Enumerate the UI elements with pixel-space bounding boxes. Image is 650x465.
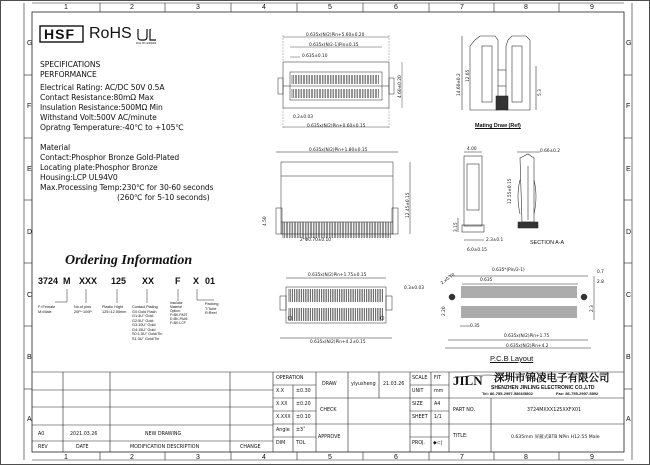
col-header-4: 4 <box>262 4 266 11</box>
rev-header-date: DATE <box>76 445 89 450</box>
col-footer-5: 5 <box>328 454 332 461</box>
note-material: Insulator Material Option: F=BK-PA9T E=BK-PA46 F=BK-LCP <box>170 301 188 325</box>
col-header-5: 5 <box>328 4 332 11</box>
tb-unit-value: mm <box>434 389 444 394</box>
tb-sheet-value: 1/1 <box>434 415 442 420</box>
dim-sec-e: 2.3±0.1 <box>486 238 504 243</box>
row-header-c-right: C <box>626 292 632 299</box>
row-header-d: D <box>27 229 33 236</box>
tb-size: SIZE <box>412 402 423 407</box>
tb-proj: PROJ. <box>412 441 425 446</box>
rev-header-change: CHANGE <box>240 445 261 450</box>
row-header-g-right: G <box>626 40 632 47</box>
rev-row-date: 2021.03.26 <box>70 432 98 437</box>
dim-pcb-b: 0.635 <box>480 278 493 283</box>
tb-date: 21.03.26 <box>383 382 405 387</box>
dim-pcb-e: 0.35 <box>470 324 480 329</box>
spec-line-5: Withstand Volt:500V AC/minute <box>40 113 157 122</box>
col-header-2: 2 <box>130 4 134 11</box>
spec-line-4: Insulation Resistance:500MΩ Min <box>40 103 163 112</box>
tb-title-label: TITLE: <box>453 434 468 439</box>
dim-mid-h: 12.45±0.15 <box>406 192 411 218</box>
dim-top-a: 0.635x(N/2)Pin+5.60±0.20 <box>306 33 365 38</box>
tb-size-value: A4 <box>434 402 441 407</box>
tb-tol-v-0: ±0.30 <box>296 389 311 394</box>
material-line-5: (260℃ for 5-10 seconds) <box>117 193 210 202</box>
code-series: 3724 <box>38 276 59 286</box>
col-footer-4: 4 <box>262 454 266 461</box>
pcb-layout-label: P.C.B Layout <box>490 354 534 363</box>
dim-pcb-d: 2.8 <box>597 280 604 285</box>
col-header-1: 1 <box>64 4 68 11</box>
dim-bot-a: 0.635x(N/2)Pin+1.75±0.15 <box>308 273 367 278</box>
col-header-6: 6 <box>394 4 398 11</box>
spec-line-0: SPECIFICATIONS <box>40 60 101 69</box>
hsf-logo: HSF <box>44 26 75 42</box>
tb-tol-v-1: ±0.20 <box>296 402 311 407</box>
material-line-0: Material <box>40 143 71 152</box>
material-line-3: Housing:LCP UL94V0 <box>40 173 118 182</box>
rev-row-desc: NEW DRAWING <box>145 432 182 437</box>
row-header-f-right: F <box>626 103 631 110</box>
tb-check: CHECK <box>320 408 337 413</box>
tb-tol-v-4: TOL <box>296 441 306 446</box>
tb-scale: SCALE <box>412 376 428 381</box>
tb-tol-k-1: X.XX <box>276 402 288 407</box>
dim-top-c: 0.635±0.10 <box>302 54 328 59</box>
company-fax: Fax: 86-755-2997-5892 <box>556 391 599 396</box>
col-footer-3: 3 <box>196 454 200 461</box>
row-header-a: A <box>27 416 32 423</box>
tb-tol-k-0: X.X <box>276 389 285 394</box>
col-footer-8: 8 <box>524 454 528 461</box>
dim-side-h3: 5.3 <box>538 89 543 96</box>
dim-bot-c: 0.635x(N/2)Pin+4.2±0.15 <box>310 340 366 345</box>
dim-bot-b: 0.3±0.03 <box>404 286 425 291</box>
company-tel: Tel: 86-755-2997-5866/5802 <box>482 391 533 396</box>
material-line-1: Contact:Phosphor Bronze Gold-Plated <box>40 153 180 162</box>
col-footer-6: 6 <box>394 454 398 461</box>
dim-side-h2: 12.65 <box>466 69 471 82</box>
tb-drawer: yiyusheng <box>351 382 376 387</box>
rev-header-desc: MODIFICATION DESCRIPTION <box>130 445 200 450</box>
dim-pcb-h: 2.3 <box>590 305 595 312</box>
tb-operation: OPERATION <box>276 376 304 381</box>
note-height: Plastic Hight 125=12.55mm <box>102 305 127 314</box>
dim-mid-l: 4.50 <box>263 216 268 226</box>
rev-header-rev: REV <box>38 445 48 450</box>
note-pins: No.of pins 20P~100P <box>74 305 92 314</box>
company-name-en: SHENZHEN JINLING ELECTRONIC CO.,LTD <box>491 385 595 391</box>
dim-pcb-f: 0.635x(N/2)Pin+1.75 <box>504 334 550 339</box>
section-label: SECTION A-A <box>530 240 565 246</box>
brand-logo: JILN <box>453 373 483 388</box>
row-header-b-right: B <box>626 354 631 361</box>
code-gender: M <box>63 276 71 286</box>
code-plating: XX <box>142 276 155 286</box>
note-packing: Packing T:Tube R:Reel <box>205 302 219 316</box>
dim-top-e: 0.635x(N/2)Pin+0.60±0.15 <box>307 124 366 129</box>
col-footer-7: 7 <box>460 454 464 461</box>
mating-draw-label: Mating Draw (Ref) <box>475 123 521 129</box>
spec-line-3: Contact Resistance:80mΩ Max <box>40 93 154 102</box>
dim-sec-d: 3.15 <box>454 222 459 232</box>
rohs-logo: RoHS <box>89 25 132 42</box>
material-line-2: Locating plate:Phosphor Bronze <box>40 163 158 172</box>
dim-top-b: 0.635x(N/2-1)Pin±0.15 <box>309 43 359 48</box>
code-material: F <box>175 276 181 286</box>
tb-proj-symbol: ◆⊂| <box>433 441 443 446</box>
spec-line-1: PERFORMANCE <box>40 70 97 79</box>
code-pins: XXX <box>79 276 98 286</box>
tb-scale-value: FIT <box>434 376 442 381</box>
row-header-e: E <box>27 166 32 173</box>
col-footer-9: 9 <box>590 454 594 461</box>
dim-pcb-j: 2.x0.70 <box>440 272 457 287</box>
dim-pcb-c: 0.7 <box>597 270 604 275</box>
tb-draw: DRAW <box>322 382 337 387</box>
code-suffix: 01 <box>205 276 216 286</box>
ordering-title: Ordering Information <box>65 253 193 268</box>
dim-sec-f: 6.0±0.15 <box>467 248 488 253</box>
code-packing: X <box>193 276 200 286</box>
tb-tol-v-3: ±3˚ <box>296 428 306 433</box>
tb-title-value: 0.635mm 屏蔽式BTB NPin H12.55 Male <box>511 435 600 440</box>
row-header-d-right: D <box>626 229 632 236</box>
dim-pcb-i: 2.20 <box>442 306 447 316</box>
tb-part-no: 3724MXXX125XXFX01 <box>527 408 582 413</box>
tb-tol-v-2: ±0.10 <box>296 415 311 420</box>
dim-pcb-a: 0.635*(Pin/2-1) <box>492 268 525 273</box>
col-header-3: 3 <box>196 4 200 11</box>
tb-tol-k-2: X.XXX <box>276 415 291 420</box>
row-header-f: F <box>27 103 32 110</box>
row-header-e-right: E <box>626 166 631 173</box>
dim-mid-b: 2*Φ0.70±0.10 <box>300 238 331 243</box>
spec-line-2: Electrical Rating: AC/DC 50V 0.5A <box>40 83 165 92</box>
tb-approve: APPROVE <box>318 435 341 440</box>
tb-part-no-label: PART NO. <box>453 408 475 413</box>
col-footer-1: 1 <box>64 454 68 461</box>
col-header-9: 9 <box>590 4 594 11</box>
tb-tol-k-3: Angle <box>276 428 290 433</box>
dim-top-h: 4.60±0.20 <box>398 75 403 98</box>
tb-unit: UNIT <box>412 389 424 394</box>
col-footer-2: 2 <box>130 454 134 461</box>
dim-pcb-g: 0.635x(N/2)Pin+4.2 <box>506 344 549 349</box>
note-plating: Contact Plating G0:Gold Flash G1:3U" Gold G2:5U" Gold G3:10U" Gold G4:15U" Gold S0:1.5U" Gold/Tin S1:3U" Gold/Tin <box>132 305 163 341</box>
dim-mid-a: 0.635x(N/2)Pin+1.80±0.15 <box>309 148 368 153</box>
material-line-4: Max.Processing Temp:230℃ for 30-60 seconds <box>40 183 214 192</box>
row-header-b: B <box>27 354 32 361</box>
rev-row-rev: A0 <box>38 432 45 437</box>
tb-sheet: SHEET <box>412 415 428 420</box>
dim-sec-c: 12.55±0.15 <box>508 178 513 204</box>
dim-top-d: 0.2±0.03 <box>293 115 314 120</box>
note-gender: F=Female M=Male <box>38 305 56 314</box>
row-header-g: G <box>27 40 33 47</box>
tb-tol-k-4: DIM <box>276 441 286 446</box>
col-header-8: 8 <box>524 4 528 11</box>
row-header-c: C <box>27 292 33 299</box>
col-header-7: 7 <box>460 4 464 11</box>
company-name-cn: 深圳市锦凌电子有限公司 <box>494 372 610 384</box>
row-header-a-right: A <box>626 416 631 423</box>
code-height: 125 <box>111 276 127 286</box>
dim-sec-a: 4.00 <box>467 147 477 152</box>
dim-side-h1: 14.60±0.2 <box>457 73 462 96</box>
spec-line-6: Opratng Temperature:-40℃ to +105℃ <box>40 123 184 132</box>
dim-sec-b: 0.66±0.2 <box>540 149 561 154</box>
ul-file-number: FILE NO. E360009 <box>136 42 157 45</box>
